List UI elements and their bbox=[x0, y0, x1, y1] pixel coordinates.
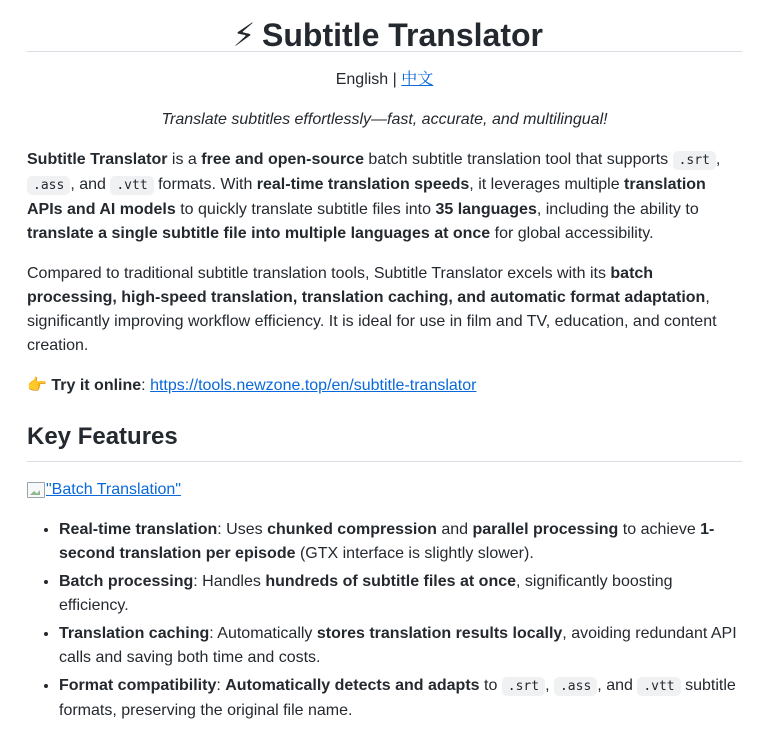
batch-translation-image-alt[interactable]: "Batch Translation" bbox=[46, 481, 181, 498]
try-online-line bbox=[27, 374, 742, 398]
intro-text: batch subtitle translation tool that supports bbox=[363, 151, 673, 168]
feature-title: Translation caching bbox=[59, 625, 210, 642]
tagline: Translate subtitles effortlessly—fast, accurate, and multilingual! bbox=[161, 111, 608, 128]
readme-page bbox=[27, 0, 742, 723]
intro-text: is a bbox=[167, 151, 202, 168]
feature-text: : Uses bbox=[217, 521, 268, 538]
feature-text: , bbox=[545, 677, 554, 694]
intro-bold: translation APIs and AI models bbox=[27, 176, 706, 218]
batch-translation-image[interactable] bbox=[27, 478, 742, 502]
intro-text: formats. With bbox=[153, 176, 257, 193]
feature-text: : Automatically bbox=[209, 625, 317, 642]
page-title-text: Subtitle Translator bbox=[262, 17, 543, 53]
key-features-heading: Key Features bbox=[27, 422, 742, 462]
feature-text: , significantly boosting efficiency. bbox=[59, 573, 673, 614]
intro-text: , bbox=[715, 151, 721, 168]
intro-bold: 35 languages bbox=[435, 201, 537, 218]
language-switcher bbox=[27, 68, 742, 92]
srt-format-code: .srt bbox=[673, 151, 716, 170]
chinese-language-link[interactable]: 中文 bbox=[401, 71, 434, 88]
intro-text: to quickly translate subtitle files into bbox=[175, 201, 436, 218]
comparison-text: , significantly improving workflow efficiency. It is ideal for use in film and TV, education, and content creation. bbox=[27, 289, 717, 354]
list-item bbox=[59, 674, 742, 723]
ass-format-code: .ass bbox=[27, 176, 70, 195]
list-item bbox=[59, 518, 742, 566]
try-online-link[interactable]: https://tools.newzone.top/en/subtitle-translator bbox=[150, 377, 477, 394]
list-item bbox=[59, 622, 742, 670]
feature-text: subtitle formats, preserving the original file name. bbox=[59, 677, 736, 719]
feature-bold: Automatically detects and adapts bbox=[225, 677, 480, 694]
try-online-label: Try it online bbox=[51, 377, 142, 394]
feature-bold: 1-second translation per episode bbox=[59, 521, 715, 562]
feature-title: Batch processing bbox=[59, 573, 194, 590]
features-list bbox=[27, 518, 742, 723]
lightning-icon: ⚡ bbox=[232, 17, 256, 53]
intro-bold: real-time translation speeds bbox=[256, 176, 470, 193]
feature-bold: stores translation results locally bbox=[316, 625, 563, 642]
page-title bbox=[27, 0, 742, 52]
feature-text: to bbox=[479, 677, 502, 694]
language-separator: | bbox=[392, 71, 397, 88]
comparison-bold: batch processing, high-speed translation, translation caching, and automatic format adaptation bbox=[27, 265, 706, 306]
feature-text: to achieve bbox=[618, 521, 701, 538]
list-item bbox=[59, 570, 742, 618]
intro-bold: translate a single subtitle file into multiple languages at once bbox=[27, 225, 491, 242]
intro-paragraph bbox=[27, 148, 742, 246]
intro-text: , and bbox=[70, 176, 111, 193]
feature-text: and bbox=[436, 521, 473, 538]
feature-title: Format compatibility bbox=[59, 677, 217, 694]
intro-text: , including the ability to bbox=[536, 201, 699, 218]
pointing-hand-icon: 👉 bbox=[27, 377, 47, 394]
intro-bold-name: Subtitle Translator bbox=[27, 151, 168, 168]
feature-text: : Handles bbox=[193, 573, 266, 590]
intro-text: , it leverages multiple bbox=[469, 176, 625, 193]
comparison-text: Compared to traditional subtitle translation tools, Subtitle Translator excels with its bbox=[27, 265, 611, 282]
feature-bold: chunked compression bbox=[267, 521, 437, 538]
vtt-format-code: .vtt bbox=[637, 677, 680, 696]
broken-image-icon bbox=[27, 482, 45, 498]
feature-bold: parallel processing bbox=[472, 521, 619, 538]
comparison-paragraph bbox=[27, 262, 742, 358]
intro-text: for global accessibility. bbox=[490, 225, 654, 242]
feature-text: (GTX interface is slightly slower). bbox=[295, 545, 534, 562]
feature-text: , avoiding redundant API calls and saving both time and costs. bbox=[59, 625, 737, 666]
try-online-separator: : bbox=[141, 377, 151, 394]
srt-format-code: .srt bbox=[502, 677, 545, 696]
current-language: English bbox=[335, 71, 389, 88]
vtt-format-code: .vtt bbox=[110, 176, 153, 195]
feature-text: , and bbox=[597, 677, 638, 694]
ass-format-code: .ass bbox=[554, 677, 597, 696]
feature-bold: hundreds of subtitle files at once bbox=[265, 573, 517, 590]
feature-text: : bbox=[216, 677, 226, 694]
intro-bold: free and open-source bbox=[201, 151, 364, 168]
feature-title: Real-time translation bbox=[59, 521, 218, 538]
